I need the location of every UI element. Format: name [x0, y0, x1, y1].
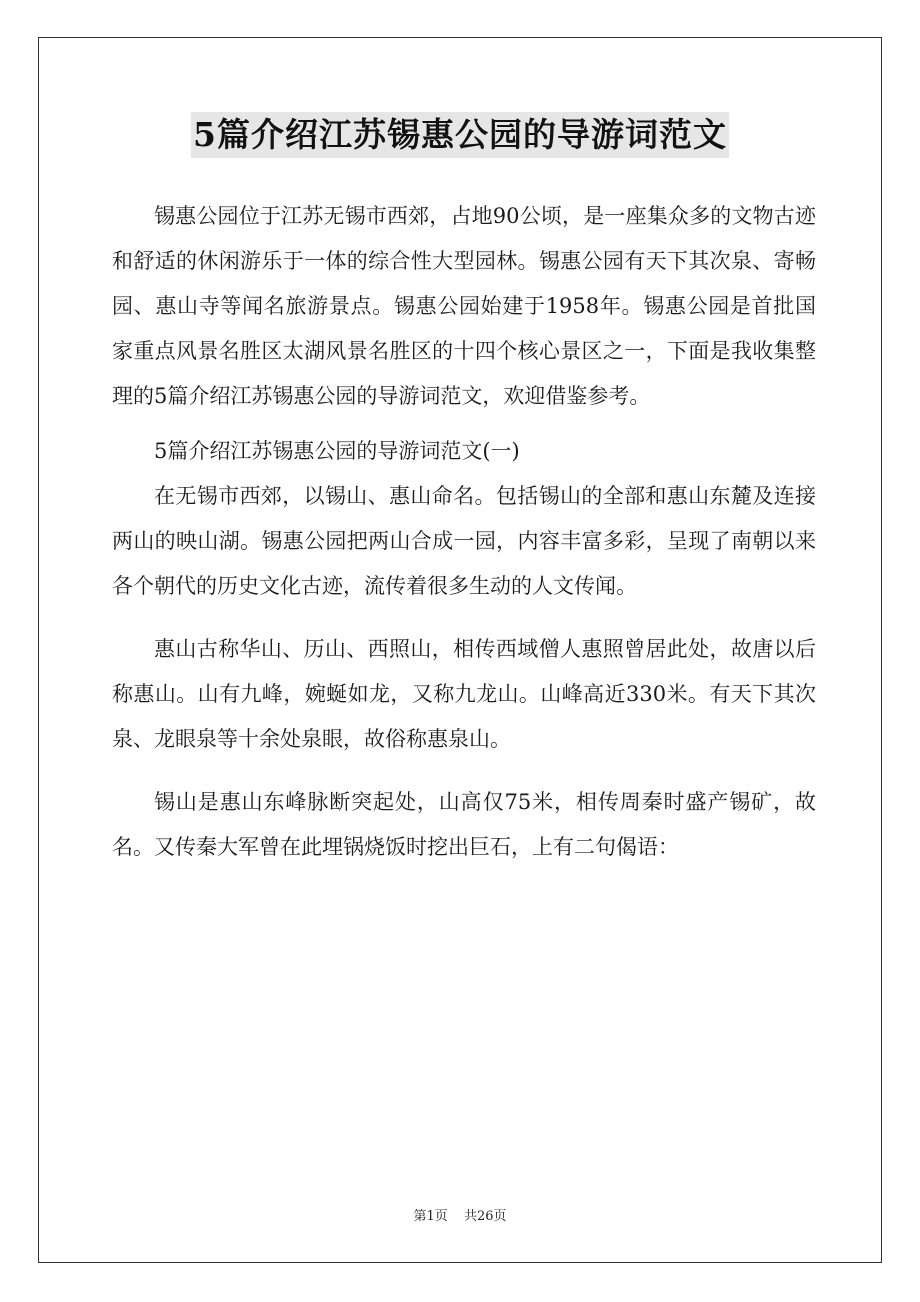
document-title: 5篇介绍江苏锡惠公园的导游词范文 [191, 112, 729, 158]
page-number: 第1页 [413, 1209, 448, 1224]
document-body [112, 194, 816, 870]
paragraph: 在无锡市西郊，以锡山、惠山命名。包括锡山的全部和惠山东麓及连接两山的映山湖。锡惠公园把两山合成一园，内容丰富多彩，呈现了南朝以来各个朝代的历史文化古迹，流传着很多生动的人文传闻。 [112, 484, 816, 598]
paragraph: 惠山古称华山、历山、西照山，相传西域僧人惠照曾居此处，故唐以后称惠山。山有九峰，婉蜒如龙，又称九龙山。山峰高近330米。有天下其次泉、龙眼泉等十余处泉眼，故俗称惠泉山。 [112, 637, 816, 751]
paragraph: 锡山是惠山东峰脉断突起处，山高仅75米，相传周秦时盛产锡矿，故名。又传秦大军曾在此埋锅烧饭时挖出巨石，上有二句偈语： [112, 790, 816, 859]
page-footer [0, 1205, 920, 1224]
section-heading: 5篇介绍江苏锡惠公园的导游词范文(一) [154, 439, 520, 463]
page-total: 共26页 [463, 1209, 507, 1224]
title-container [0, 112, 920, 158]
paragraph-intro: 锡惠公园位于江苏无锡市西郊，占地90公顷，是一座集众多的文物古迹和舒适的休闲游乐于一体的综合性大型园林。锡惠公园有天下其次泉、寄畅园、惠山寺等闻名旅游景点。锡惠公园始建于1958年。锡惠公园是首批国家重点风景名胜区太湖风景名胜区的十四个核心景区之一，下面是我收集整理的5篇介绍江苏锡惠公园的导游词范文，欢迎借鉴参考。 [112, 204, 816, 408]
